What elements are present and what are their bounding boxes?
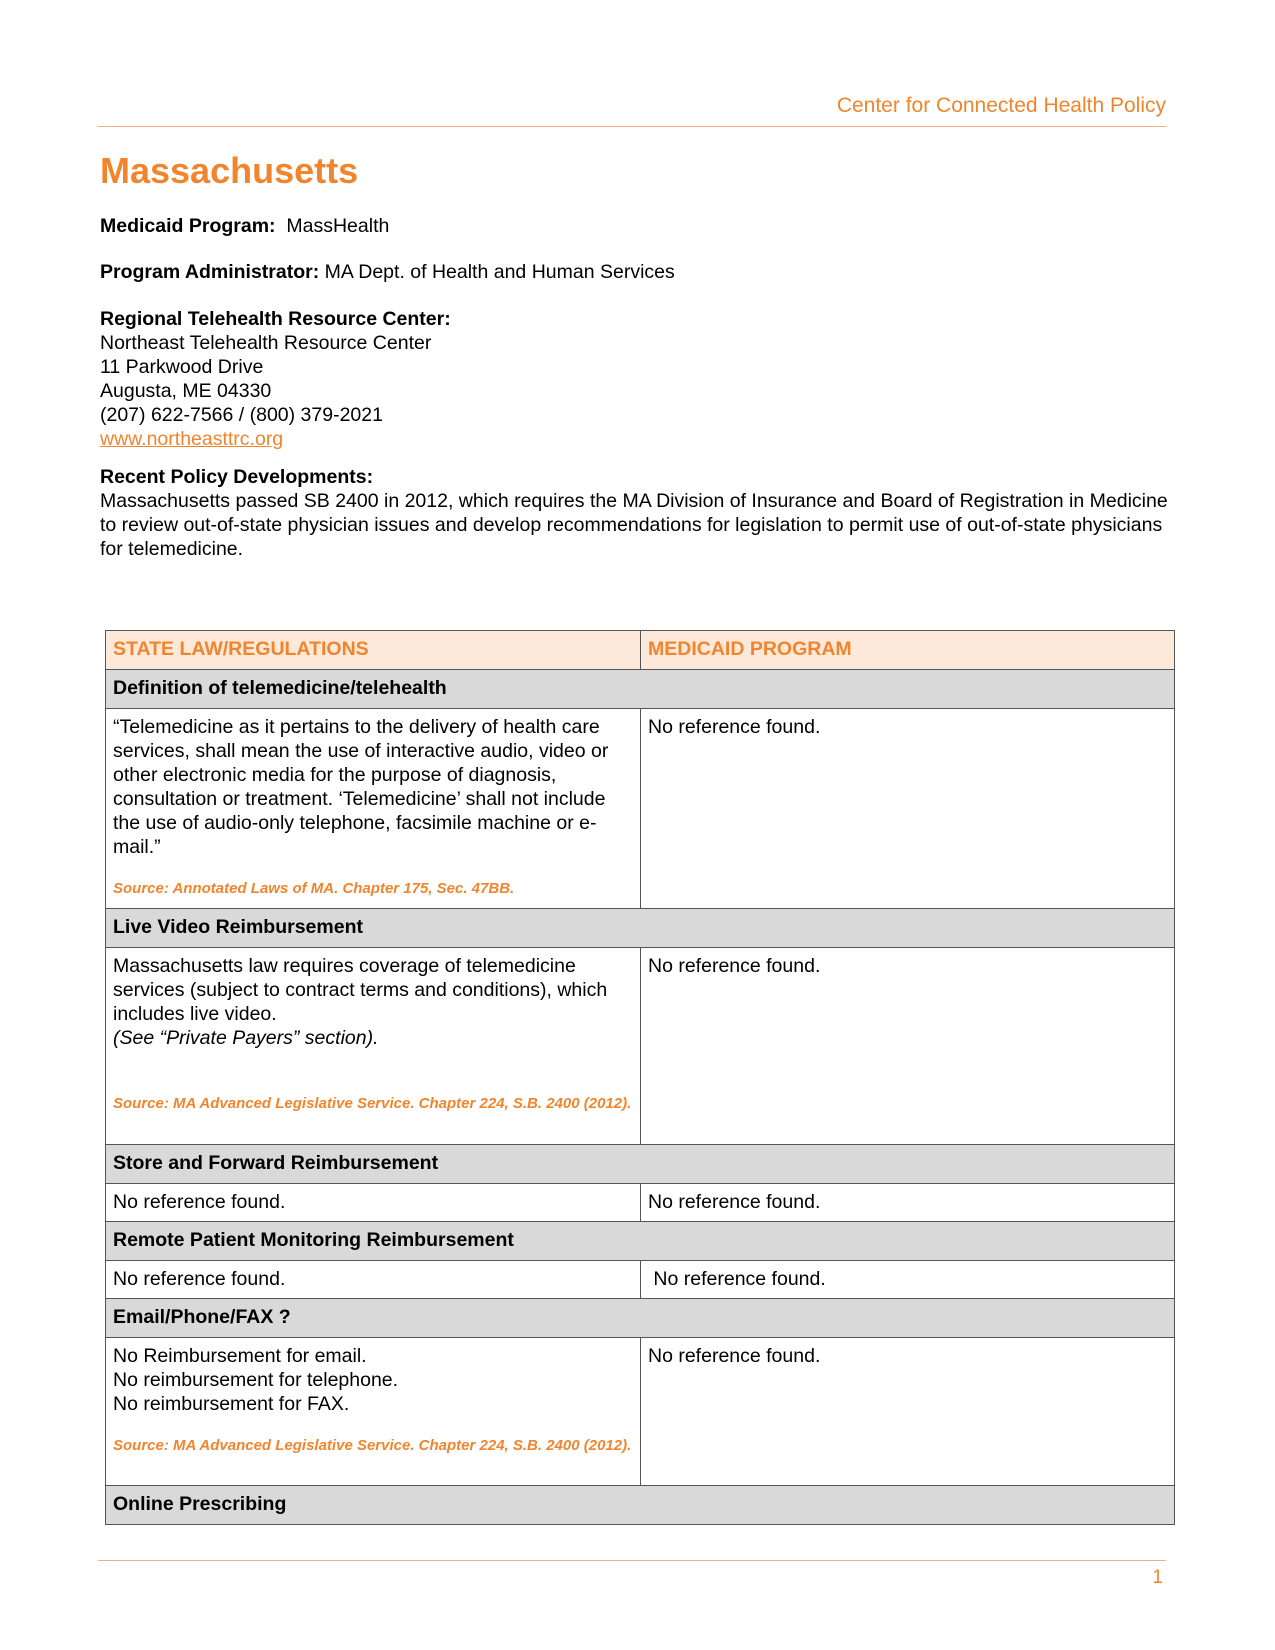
- policy-table: [105, 630, 1175, 1525]
- state-law-cell: No reference found.: [106, 1184, 641, 1222]
- medicaid-cell: No reference found.: [641, 1261, 1175, 1299]
- state-law-line: No reimbursement for FAX.: [113, 1393, 350, 1415]
- medicaid-program-line: [100, 214, 389, 238]
- table-row: [106, 1261, 1175, 1299]
- footer-divider: [98, 1560, 1166, 1561]
- table-row: [106, 1338, 1175, 1486]
- resource-center-label: Regional Telehealth Resource Center:: [100, 308, 451, 330]
- resource-center-name: Northeast Telehealth Resource Center: [100, 332, 432, 354]
- table-row: [106, 1184, 1175, 1222]
- table-row: [106, 709, 1175, 909]
- resource-center-address1: 11 Parkwood Drive: [100, 356, 264, 378]
- medicaid-cell: No reference found.: [641, 1338, 1175, 1486]
- table-row: [106, 948, 1175, 1145]
- section-heading: Live Video Reimbursement: [106, 909, 1175, 948]
- state-law-cell: No reference found.: [106, 1261, 641, 1299]
- table-header-row: [106, 631, 1175, 670]
- section-heading: Online Prescribing: [106, 1486, 1175, 1525]
- resource-center-phone: (207) 622-7566 / (800) 379-2021: [100, 404, 383, 426]
- medicaid-program-value: MassHealth: [286, 215, 390, 237]
- section-row-remote-monitoring: [106, 1222, 1175, 1261]
- medicaid-program-label: Medicaid Program:: [100, 215, 276, 237]
- section-heading: Email/Phone/FAX ?: [106, 1299, 1175, 1338]
- source-citation: Source: MA Advanced Legislative Service. Chapter 224, S.B. 2400 (2012).: [113, 1095, 632, 1112]
- section-heading: Remote Patient Monitoring Reimbursement: [106, 1222, 1175, 1261]
- page-title: Massachusetts: [100, 150, 359, 191]
- source-citation: Source: Annotated Laws of MA. Chapter 175, Sec. 47BB.: [113, 880, 515, 897]
- state-law-cell: [106, 709, 641, 909]
- resource-center-block: [100, 307, 451, 451]
- section-row-online-prescribing: [106, 1486, 1175, 1525]
- organization-header: Center for Connected Health Policy: [836, 94, 1166, 117]
- section-heading: Store and Forward Reimbursement: [106, 1145, 1175, 1184]
- medicaid-cell: No reference found.: [641, 709, 1175, 909]
- resource-center-address2: Augusta, ME 04330: [100, 380, 272, 402]
- state-law-cell: [106, 948, 641, 1145]
- recent-policy-block: [100, 465, 1175, 561]
- program-administrator-value: MA Dept. of Health and Human Services: [324, 261, 675, 283]
- header-divider: [98, 126, 1166, 127]
- recent-policy-text: Massachusetts passed SB 2400 in 2012, which requires the MA Division of Insurance and Board of Registration in Medicine to review out-of-state physician issues and develop recommendations for legislation to permit use of out-of-state physicians for telemedicine.: [100, 490, 1168, 560]
- state-law-note: (See “Private Payers” section).: [113, 1027, 379, 1049]
- resource-center-website-link[interactable]: www.northeasttrc.org: [100, 428, 284, 450]
- state-law-text: “Telemedicine as it pertains to the delivery of health care services, shall mean the use of interactive audio, video or other electronic media for the purpose of diagnosis, consultation or treatment. ‘Telemedicine’ shall not include the use of audio-only telephone, facsimile machine or e-mail.”: [113, 716, 609, 858]
- state-law-text: Massachusetts law requires coverage of telemedicine services (subject to contract terms and conditions), which includes live video.: [113, 955, 608, 1025]
- section-row-definition: [106, 670, 1175, 709]
- column-header-state-law: STATE LAW/REGULATIONS: [106, 631, 641, 670]
- source-citation: Source: MA Advanced Legislative Service. Chapter 224, S.B. 2400 (2012).: [113, 1437, 632, 1454]
- section-row-live-video: [106, 909, 1175, 948]
- page-number: 1: [1152, 1567, 1163, 1588]
- state-law-line: No Reimbursement for email.: [113, 1345, 367, 1367]
- state-law-line: No reimbursement for telephone.: [113, 1369, 399, 1391]
- program-administrator-line: [100, 260, 675, 284]
- state-law-cell: [106, 1338, 641, 1486]
- medicaid-cell: No reference found.: [641, 948, 1175, 1145]
- recent-policy-label: Recent Policy Developments:: [100, 466, 374, 488]
- section-heading: Definition of telemedicine/telehealth: [106, 670, 1175, 709]
- program-administrator-label: Program Administrator:: [100, 261, 320, 283]
- medicaid-cell: No reference found.: [641, 1184, 1175, 1222]
- section-row-store-forward: [106, 1145, 1175, 1184]
- column-header-medicaid: MEDICAID PROGRAM: [641, 631, 1175, 670]
- section-row-email-phone-fax: [106, 1299, 1175, 1338]
